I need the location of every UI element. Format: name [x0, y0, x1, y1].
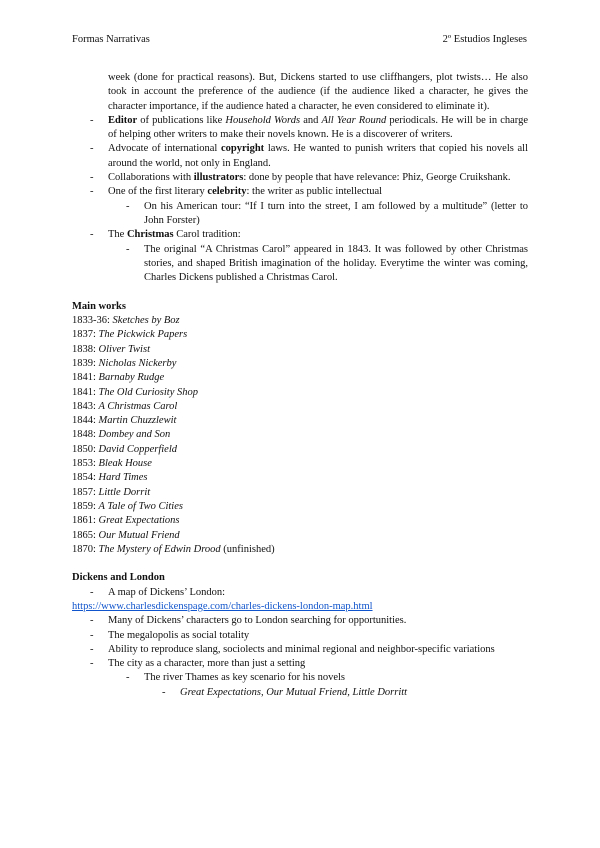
work-item: 1848: Dombey and Son	[72, 429, 171, 441]
work-year: 1844	[72, 415, 93, 427]
intro-continuation: week (done for practical reasons). But, Dickens started to use cliffhangers, plot twists… He also took in account the preference of the audience (if the audience liked a character, he gives the character importance, if the audience hated a character, he even considered to eliminate it).	[108, 72, 528, 112]
bullet-dash: -	[90, 229, 94, 241]
bullet-dash: -	[90, 143, 94, 155]
bullet-dash: -	[90, 629, 94, 641]
work-year: 1859	[72, 500, 93, 512]
bullet-celebrity: - One of the first literary celebrity: the writer as public intellectual	[72, 185, 528, 199]
work-title: Our Mutual Friend	[98, 529, 180, 541]
work-item: 1839: Nicholas Nickerby	[72, 357, 177, 369]
work-title: Martin Chuzzlewit	[98, 415, 177, 427]
work-item: 1861: Great Expectations	[72, 515, 180, 527]
work-item: 1850: David Copperfield	[72, 443, 177, 455]
bullet-illustrators: - Collaborations with illustrators: done by people that have relevance: Phiz, George Cruikshank.	[72, 171, 528, 185]
bullet-christmas: - The Christmas Carol tradition:	[72, 228, 528, 242]
work-item: 1865: Our Mutual Friend	[72, 529, 180, 541]
main-works-heading: Main works	[72, 300, 126, 312]
work-title: A Tale of Two Cities	[98, 500, 183, 512]
work-item: 1853: Bleak House	[72, 458, 152, 470]
bullet-city-character: - The city as a character, more than just a setting	[72, 657, 528, 671]
work-item: 1838: Oliver Twist	[72, 343, 150, 355]
work-year: 1843	[72, 400, 93, 412]
london-heading: Dickens and London	[72, 572, 165, 584]
work-year: 1841	[72, 386, 93, 398]
work-title: Sketches by Boz	[112, 315, 180, 327]
bullet-copyright: - Advocate of international copyright laws. He wanted to punish writers that copied his novels all around the world, not only in England.	[90, 143, 528, 169]
work-item: 1833-36: Sketches by Boz	[72, 315, 180, 327]
work-item: 1843: A Christmas Carol	[72, 400, 178, 412]
header-course-title: Formas Narrativas	[72, 34, 150, 45]
work-item: 1841: The Old Curiosity Shop	[72, 386, 199, 398]
work-title: Bleak House	[98, 458, 152, 470]
work-year: 1837	[72, 329, 93, 341]
bullet-opportunities: - Many of Dickens’ characters go to London searching for opportunities.	[72, 614, 528, 628]
bullet-dash: -	[90, 643, 94, 655]
work-item: 1859: A Tale of Two Cities	[72, 500, 183, 512]
work-item: 1857: Little Dorrit	[72, 486, 151, 498]
sub-bullet-christmas-carol: - The original “A Christmas Carol” appeared in 1843. It was followed by other Christmas stories, and shaped British imagination of the holiday. Everytime the winter was coming, Charles Dickens published a Christmas Carol.	[126, 243, 528, 284]
document-body	[72, 71, 528, 700]
work-item: 1854: Hard Times	[72, 472, 148, 484]
work-title: Hard Times	[98, 472, 148, 484]
bullet-editor: - Editor of publications like Household Words and All Year Round periodicals. He will be in charge of helping other writers to make their novels known. He is a discoverer of writers.	[90, 114, 528, 141]
bullet-dash: -	[126, 200, 130, 212]
work-year: 1850	[72, 443, 93, 455]
work-year: 1839	[72, 357, 93, 369]
work-title: Nicholas Nickerby	[98, 357, 177, 369]
work-title: David Copperfield	[98, 443, 177, 455]
work-year: 1854	[72, 472, 93, 484]
work-year: 1838	[72, 343, 93, 355]
work-title: The Pickwick Papers	[98, 329, 188, 341]
work-item: 1870: The Mystery of Edwin Drood (unfinished)	[72, 543, 275, 555]
work-year: 1833-36	[72, 315, 107, 327]
work-item: 1841: Barnaby Rudge	[72, 372, 165, 384]
work-title: The Old Curiosity Shop	[98, 386, 199, 398]
work-year: 1857	[72, 486, 93, 498]
map-link[interactable]: https://www.charlesdickenspage.com/charles-dickens-london-map.html	[72, 600, 373, 612]
work-title: The Mystery of Edwin Drood	[98, 543, 221, 555]
bullet-dash: -	[90, 658, 94, 670]
bullet-megalopolis: - The megalopolis as social totality	[72, 629, 528, 643]
main-works-list	[72, 314, 528, 557]
work-year: 1848	[72, 429, 93, 441]
work-year: 1853	[72, 458, 93, 470]
work-note: (unfinished)	[220, 543, 275, 555]
work-title: Little Dorrit	[98, 486, 151, 498]
bullet-map: - A map of Dickens’ London:	[72, 586, 528, 600]
bullet-dash: -	[90, 172, 94, 184]
work-title: A Christmas Carol	[98, 400, 178, 412]
sub-bullet-thames: - The river Thames as key scenario for his novels	[72, 671, 528, 685]
bullet-dash: -	[126, 672, 130, 684]
work-title: Great Expectations	[98, 515, 180, 527]
bullet-dash: -	[126, 243, 130, 255]
work-year: 1865	[72, 529, 93, 541]
header-program: 2º Estudios Ingleses	[442, 34, 527, 45]
work-year: 1861	[72, 515, 93, 527]
bullet-dash: -	[162, 686, 166, 698]
bullet-slang: - Ability to reproduce slang, sociolects and minimal regional and neighbor-specific variations	[72, 643, 528, 657]
work-item: 1837: The Pickwick Papers	[72, 329, 188, 341]
bullet-dash: -	[90, 586, 94, 598]
work-year: 1870	[72, 543, 93, 555]
work-year: 1841	[72, 372, 93, 384]
work-title: Barnaby Rudge	[98, 372, 165, 384]
work-item: 1844: Martin Chuzzlewit	[72, 415, 177, 427]
bullet-dash: -	[90, 615, 94, 627]
sub-sub-bullet-novels: - Great Expectations, Our Mutual Friend, Little Dorritt	[72, 686, 528, 700]
bullet-dash: -	[90, 114, 94, 126]
work-title: Dombey and Son	[98, 429, 171, 441]
bullet-dash: -	[90, 186, 94, 198]
work-title: Oliver Twist	[98, 343, 150, 355]
sub-bullet-american-tour: - On his American tour: “If I turn into the street, I am followed by a multitude” (letter to John Forster)	[126, 200, 528, 226]
